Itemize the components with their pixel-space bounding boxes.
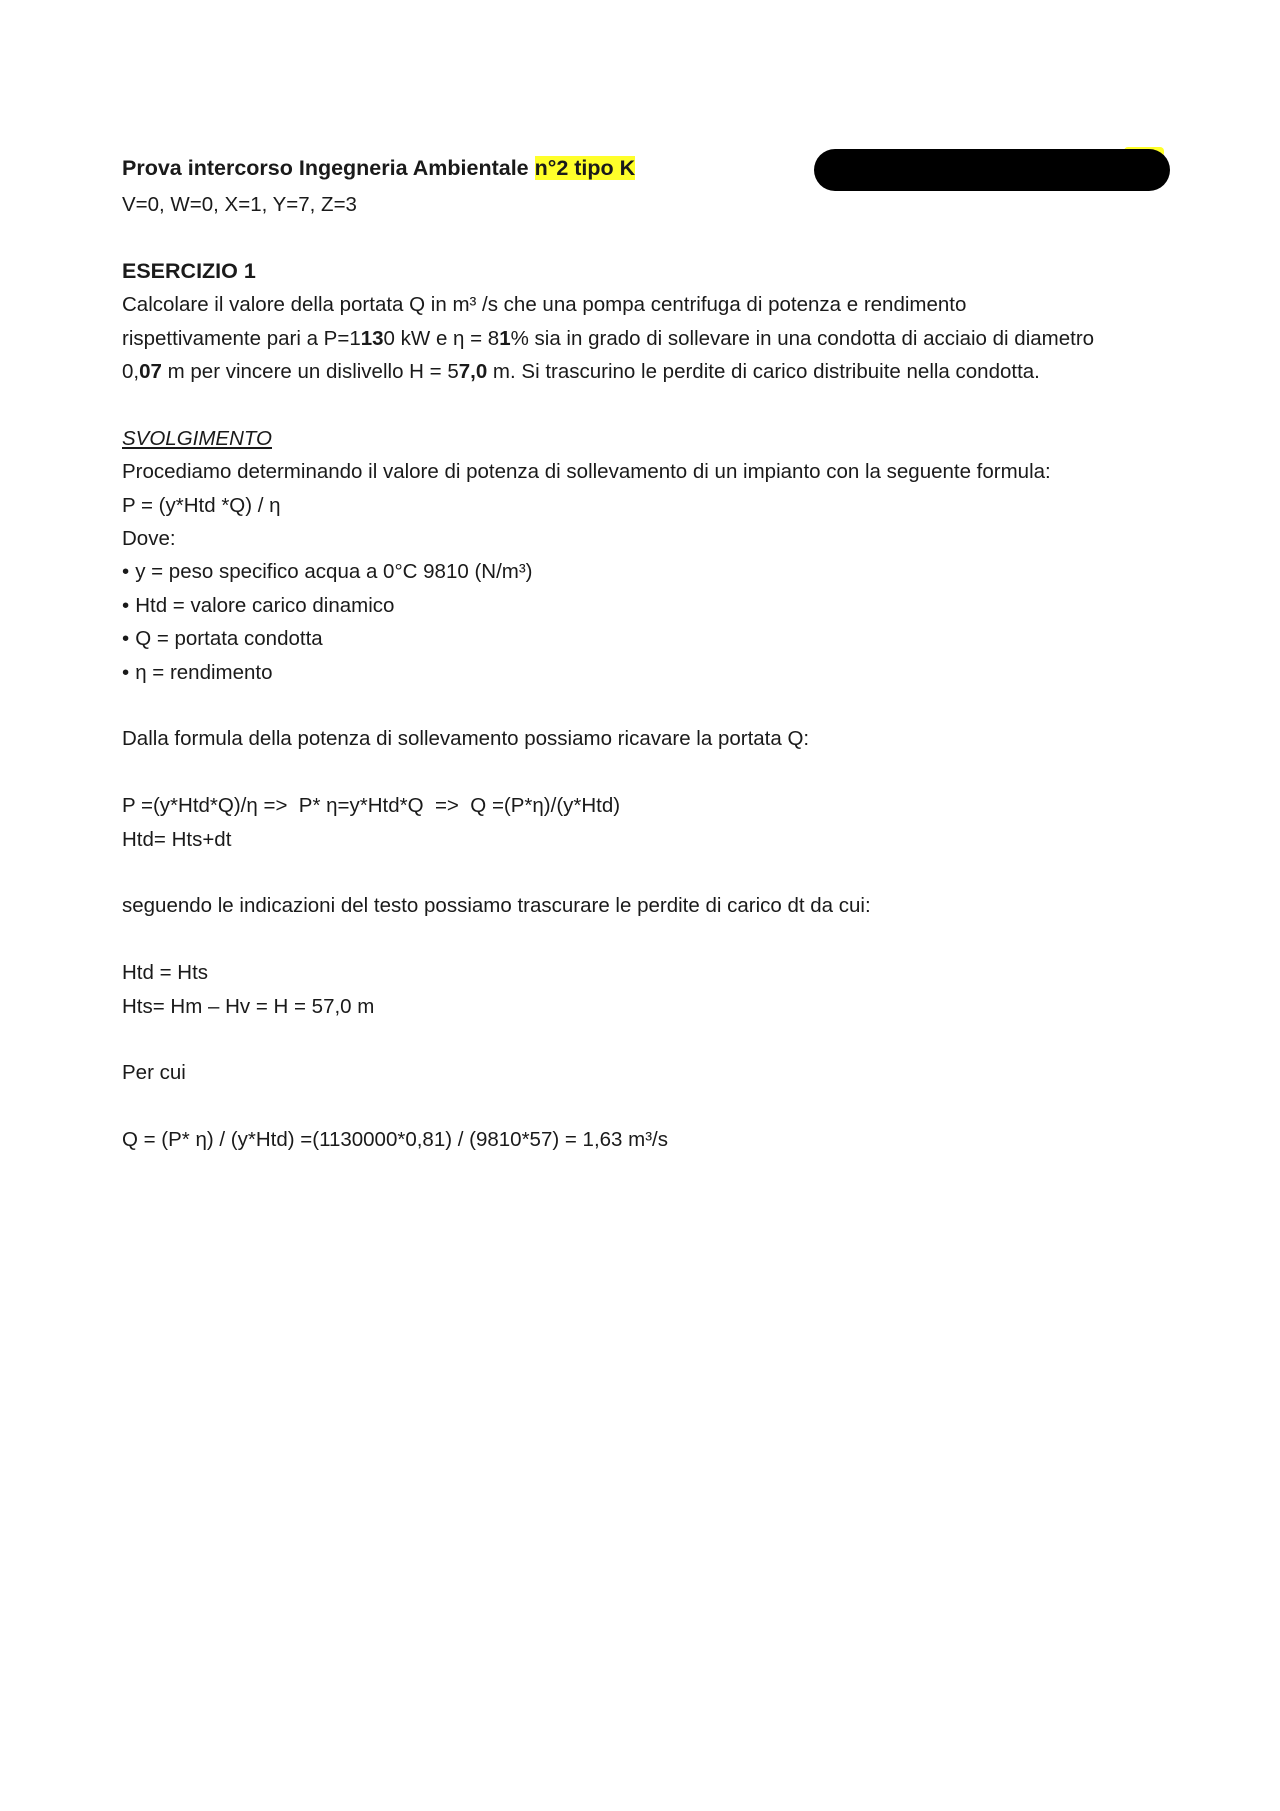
derive-formula: P =(y*Htd*Q)/η => P* η=y*Htd*Q => Q =(P*η)/(y*Htd) [122, 794, 621, 818]
derive-intro: Dalla formula della potenza di sollevamento possiamo ricavare la portata Q: [122, 727, 810, 751]
exercise-line-2: rispettivamente pari a P=1130 kW e η = 81% sia in grado di sollevare in una condotta di acciaio di diametro [122, 326, 1095, 350]
exercise-line-3: 0,07 m per vincere un dislivello H = 57,0 m. Si trascurino le perdite di carico distribuite nella condotta. [122, 360, 1040, 384]
exercise-line-1: Calcolare il valore della portata Q in m³ /s che una pompa centrifuga di potenza e rendimento [122, 293, 967, 317]
bullet-item: • η = rendimento [122, 656, 1172, 689]
hts-equation: Hts= Hm – Hv = H = 57,0 m [122, 994, 375, 1018]
solution-heading: SVOLGIMENTO [122, 426, 272, 450]
power-formula: P = (y*Htd *Q) / η [122, 493, 281, 517]
title-highlight: n°2 tipo K [534, 156, 636, 180]
solution-intro: Procediamo determinando il valore di potenza di sollevamento di un impianto con la seguente formula: [122, 460, 1051, 484]
title-row [122, 152, 1172, 188]
bullet-item: • Htd = valore carico dinamico [122, 589, 1172, 622]
params-line: V=0, W=0, X=1, Y=7, Z=3 [122, 193, 357, 216]
dove-label: Dove: [122, 527, 176, 551]
document-page [122, 152, 1172, 1157]
title-main: Prova intercorso Ingegneria Ambientale [122, 156, 535, 180]
exercise-heading: ESERCIZIO 1 [122, 258, 256, 283]
htd-equation: Htd = Hts [122, 961, 209, 985]
neglect-text: seguendo le indicazioni del testo possiamo trascurare le perdite di carico dt da cui: [122, 894, 871, 918]
per-cui: Per cui [122, 1061, 186, 1085]
bullet-item: • Q = portata condotta [122, 622, 1172, 655]
htd-definition: Htd= Hts+dt [122, 827, 232, 851]
redaction-mark [814, 149, 1170, 191]
bullet-item: • y = peso specifico acqua a 0°C 9810 (N/m³) [122, 555, 1172, 588]
result-equation: Q = (P* η) / (y*Htd) =(1130000*0,81) / (9810*57) = 1,63 m³/s [122, 1128, 668, 1152]
